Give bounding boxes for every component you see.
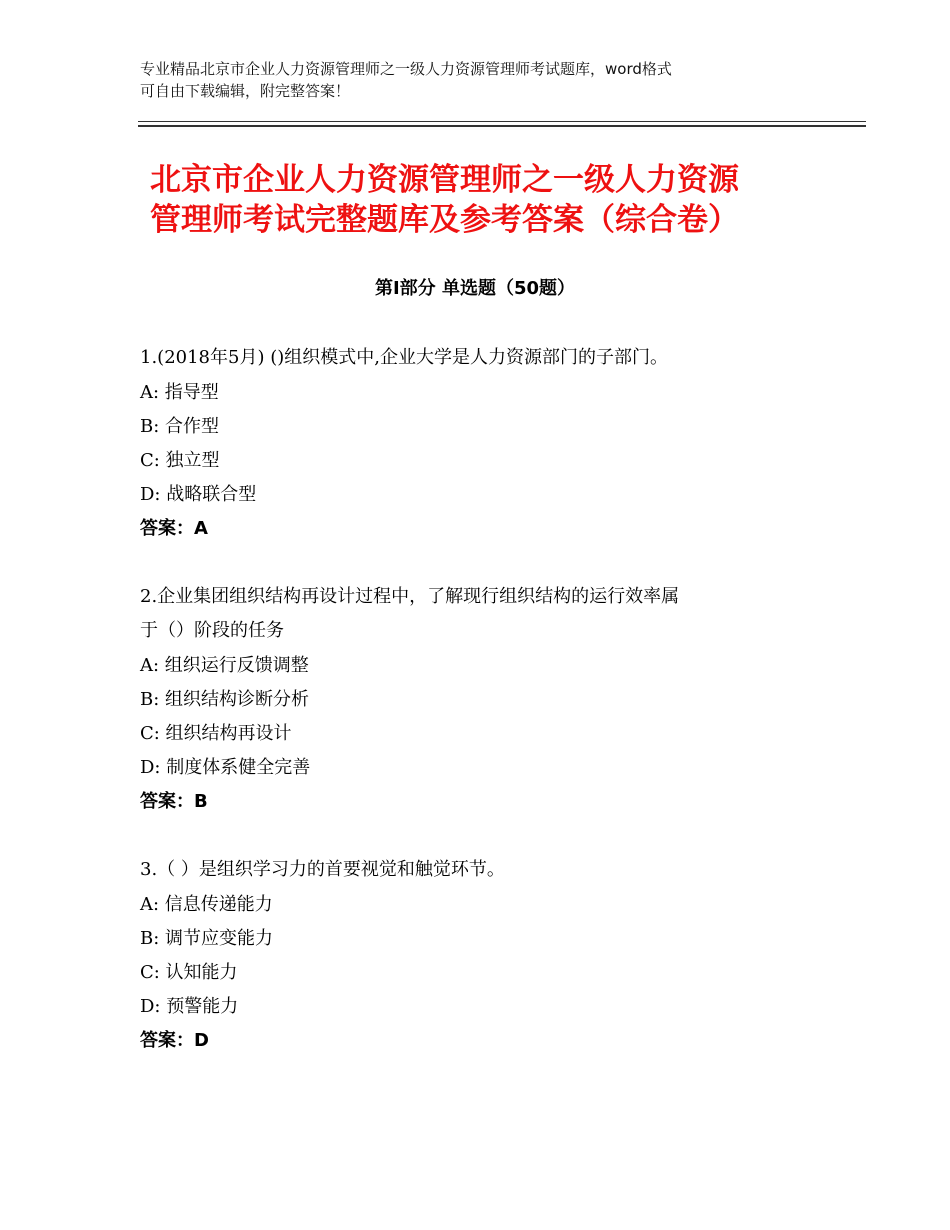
option-d: D: 预警能力 bbox=[140, 996, 239, 1017]
answer: 答案：A bbox=[140, 518, 208, 539]
question-3 bbox=[140, 854, 820, 1058]
section-heading: 第Ⅰ部分 单选题（50题） bbox=[374, 278, 575, 299]
option-a: A: 信息传递能力 bbox=[140, 894, 273, 915]
title-line-2: 管理师考试完整题库及参考答案（综合卷） bbox=[150, 202, 739, 238]
page-header bbox=[140, 58, 810, 102]
answer: 答案：B bbox=[140, 791, 208, 812]
option-d: D: 战略联合型 bbox=[140, 484, 257, 505]
question-stem: 1.(2018年5月) ()组织模式中,企业大学是人力资源部门的子部门。 bbox=[140, 347, 668, 368]
title-line-1: 北京市企业人力资源管理师之一级人力资源 bbox=[150, 162, 739, 198]
header-line-1: 专业精品北京市企业人力资源管理师之一级人力资源管理师考试题库，word格式 bbox=[140, 60, 672, 78]
option-a: A: 组织运行反馈调整 bbox=[140, 655, 309, 676]
option-c: C: 独立型 bbox=[140, 450, 220, 471]
option-c: C: 组织结构再设计 bbox=[140, 723, 292, 744]
option-b: B: 合作型 bbox=[140, 416, 220, 437]
option-b: B: 组织结构诊断分析 bbox=[140, 689, 310, 710]
header-line-2: 可自由下载编辑，附完整答案！ bbox=[140, 82, 351, 100]
option-a: A: 指导型 bbox=[140, 382, 219, 403]
document-title bbox=[150, 160, 850, 240]
question-1 bbox=[140, 342, 820, 546]
option-c: C: 认知能力 bbox=[140, 962, 238, 983]
question-stem: 2.企业集团组织结构再设计过程中，了解现行组织结构的运行效率属 bbox=[140, 586, 680, 607]
header-divider-thin bbox=[138, 121, 866, 122]
question-stem-continued: 于（）阶段的任务 bbox=[140, 620, 284, 641]
option-b: B: 调节应变能力 bbox=[140, 928, 274, 949]
option-d: D: 制度体系健全完善 bbox=[140, 757, 311, 778]
question-2 bbox=[140, 581, 820, 819]
header-divider-thick bbox=[138, 125, 866, 127]
question-stem: 3.（ ）是组织学习力的首要视觉和触觉环节。 bbox=[140, 859, 505, 880]
answer: 答案：D bbox=[140, 1030, 209, 1051]
